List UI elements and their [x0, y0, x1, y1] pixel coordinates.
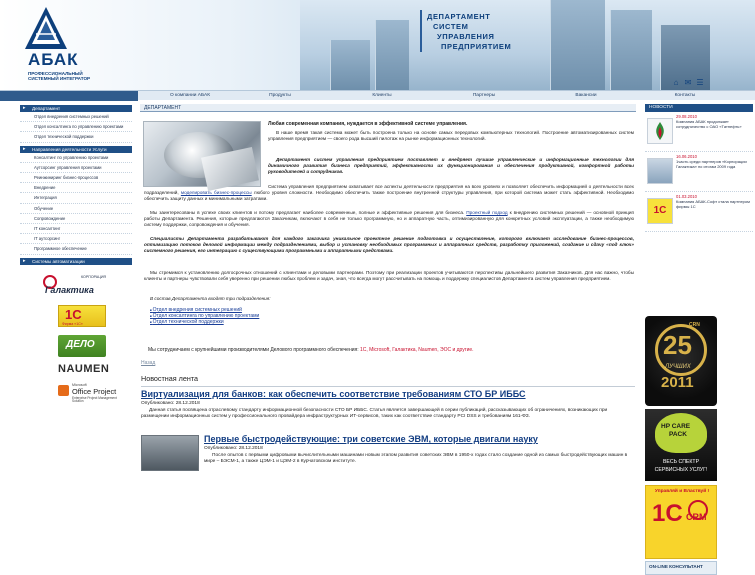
crn-top25-banner[interactable]	[645, 316, 717, 406]
nav-item-contacts[interactable]: Контакты	[674, 93, 696, 98]
modeling-link[interactable]: моделировать бизнес-процессы	[180, 190, 252, 195]
mail-icon[interactable]: ✉	[684, 78, 692, 87]
nav-item-products[interactable]: Продукты	[269, 93, 291, 98]
crn-number: 25	[663, 330, 692, 360]
naumen-label: NAUMEN	[58, 362, 110, 375]
department-subdivisions	[150, 307, 259, 325]
site-header	[0, 0, 755, 90]
galaktika-logo[interactable]	[43, 275, 113, 297]
news-text[interactable]: 1часть среди партнеров «Корпорации Галактика» по итогам 2009 года	[676, 159, 747, 169]
sidebar-item[interactable]: IT консалтинг	[20, 224, 132, 234]
sidebar-item[interactable]: Реинжиниринг бизнес-процессов	[20, 173, 132, 183]
news-feed-title: Новостная лента	[141, 374, 199, 383]
chevron-right-icon: ▸	[23, 145, 26, 152]
sidebar-item[interactable]: Обучение	[20, 204, 132, 214]
paragraph-8: В состав Департамента входят три подразделения:	[150, 296, 271, 301]
tatneft-logo	[647, 118, 673, 144]
intro-heading: Любая современная компания, нуждается в эффективной системе управления.	[268, 121, 468, 127]
logo-name: АБАК	[28, 50, 79, 69]
feed-item-title[interactable]: Виртуализация для банков: как обеспечить соответствие требованиям СТО БР ИББС	[141, 389, 526, 399]
news-item[interactable]	[645, 112, 753, 152]
sidebar-item[interactable]: Отдел консалтинга по управлению проектами	[20, 122, 132, 132]
news-item[interactable]	[645, 192, 753, 232]
main-nav	[0, 90, 755, 100]
nav-item-vacancies[interactable]: Вакансии	[575, 93, 597, 98]
delo-label: ДЕЛО	[66, 338, 95, 350]
feed-item-date: Опубликовано: 28.12.2018	[141, 401, 200, 406]
news-text[interactable]: Компания АБАК продолжает сотрудничество с ОАО «Татнефть»	[676, 119, 742, 129]
sidebar-item[interactable]: Внедрение	[20, 183, 132, 193]
main-content	[140, 104, 636, 464]
paragraph-4-text: Система управления предприятием охватывает все аспекты деятельности предприятия на всех уровнях и позволяет обеспечить информацией о деятельности всех подразделений,	[144, 184, 634, 195]
chevron-right-icon: ▸	[23, 257, 26, 264]
dept-accent-line	[420, 10, 422, 52]
feed-item-image[interactable]	[141, 435, 199, 471]
sitemap-icon[interactable]: ☰	[696, 78, 704, 87]
partners-line	[148, 347, 474, 353]
sidebar-item[interactable]: Программное обеспечение	[20, 244, 132, 254]
project-approach-link[interactable]: Проектный подход	[466, 210, 508, 215]
paragraph-7: Мы стремимся к установлению долгосрочных отношений с клиентами и деловыми партнерами. Поэтому при реализации проектов учитываются перспективы дальнейшего развития Заказчиков. Для нас важно, чтобы клиенты и партнеры чувствовали себя уверенно при решении любых проблем и задач, зная, что всегда могут рассчитывать на помощь и поддержку специалистов Департамента систем управления предприятием.	[144, 270, 634, 281]
crm-slogan: Управляй и Властвуй !	[654, 489, 710, 494]
online-consultant[interactable]: ON-LINE КОНСУЛЬТАНТ	[645, 561, 717, 575]
crn-label: CRN	[689, 322, 700, 328]
section-title: Направления деятельности Услуги	[32, 146, 107, 152]
dept-title-line1: ДЕПАРТАМЕНТ	[427, 12, 491, 21]
dept-title-line2: СИСТЕМ	[433, 22, 469, 31]
nav-left-block	[0, 91, 138, 101]
onec-crm-banner[interactable]	[645, 485, 717, 559]
news-date: 29.08.2010	[676, 114, 697, 119]
back-link[interactable]: Назад	[141, 360, 156, 366]
naumen-logo[interactable]	[58, 363, 108, 377]
paragraph-5-tail: к внедрению системных решений — основной принцип работы Департамента. Решения, которые предлагаются Заказчикам, включают в себя не только программную, но и аппаратную часть, оптимизированную для конкретных условий эксплуатации, а также необходимую систему поддержки, сопровождения и обучения.	[144, 210, 634, 227]
paragraph-2: В наше время такая система может быть построена только на основе самых передовых компьютерных технологий. Построение автоматизированных систем управления предприятием — своего рода высший пилотаж на рынке информационных технологий.	[268, 130, 634, 141]
onec-logo[interactable]	[58, 305, 106, 327]
ms-office-project-logo[interactable]	[58, 383, 118, 413]
sidebar-item[interactable]: Отдел внедрения системных решений	[20, 112, 132, 122]
news-date: 01.03.2010	[676, 194, 697, 199]
section-title: Системы автоматизации	[32, 258, 85, 264]
hp-care-label: HP CARE	[661, 423, 691, 430]
divider	[141, 386, 635, 387]
abak-logo[interactable]	[14, 6, 94, 82]
sidebar-item[interactable]: Интеграция	[20, 193, 132, 203]
hp-services-label: СЕРВИСНЫХ УСЛУГ!	[654, 467, 708, 473]
galaktika-label: Галактика	[45, 284, 94, 295]
news-header: НОВОСТИ	[645, 104, 753, 112]
nav-item-about[interactable]: О компании АБАК	[169, 93, 211, 98]
sidebar-item[interactable]: IT аутсорсинг	[20, 234, 132, 244]
sidebar-item[interactable]: Сопровождение	[20, 214, 132, 224]
paragraph-3: Департамент систем управления предприятием поставляет и внедряет лучшие управленческие и информационные технологии для динамичного развития бизнеса предприятий, эффективности их функционирования и обеспечения продуктивной, комфортной работы руководителей и сотрудников.	[268, 157, 634, 174]
department-title	[427, 12, 547, 52]
award-thumbnail	[647, 158, 673, 184]
feed-item-date: Опубликовано: 28.12.2018	[204, 446, 263, 451]
paragraph-6: Специалисты Департамента разрабатывают для каждого заказчика уникальное проектное решение подготовка и осуществление, которого включает исследование бизнес-процессов, оптимизацию потоков деловой информации между подразделениями, выбор и установку необходимых программных и аппаратных средств, разработку приложений, создание и сдачу «под ключ» системного решения, его интеграцию с существующими программными и аппаратными средствами.	[144, 236, 634, 253]
crm-brand: 1С	[652, 500, 683, 527]
home-icon[interactable]: ⌂	[673, 78, 679, 87]
paragraph-4	[144, 184, 634, 202]
sidebar-section-automation[interactable]	[20, 258, 132, 265]
onec-thumbnail	[647, 198, 673, 224]
crn-year: 2011	[661, 374, 694, 391]
galaktika-corp-label: КОРПОРАЦИЯ	[81, 274, 107, 279]
sidebar-item[interactable]: Аутсорсинг управления проектами	[20, 163, 132, 173]
hp-pack-label: PACK	[669, 431, 687, 438]
paragraph-5-text: Мы заинтересованы в успехе своих клиентов и потому предлагает наиболее современные, полные и эффективные решения для бизнеса.	[150, 210, 465, 215]
subdivision-link-support[interactable]: ■ Отдел технической поддержки	[150, 319, 259, 325]
feed-item-body: Данная статья посвящена отраслевому стандарту информационной безопасности СТО БР ИББС. Статья является завершающей в серии публикаций, рассказывающих об ограничениях, возникающих при размещении информационных систем у профессионального провайдера инфраструктурных ИТ-сервисов, таких как соответствие стандарту PCI DSS и требованиям 161-ФЗ.	[141, 408, 608, 419]
abak-logo-mark	[24, 6, 68, 50]
left-sidebar	[20, 104, 132, 415]
section-title: Департамент	[32, 106, 61, 111]
sidebar-item[interactable]: Отдел технической поддержки	[20, 132, 132, 142]
sidebar-section-department[interactable]	[20, 105, 132, 112]
crn-best-label: ЛУЧШИХ	[665, 364, 691, 370]
ms-brand-label: Microsoft	[72, 382, 87, 387]
sidebar-item[interactable]: Консалтинг по управлению проектами	[20, 153, 132, 163]
feed-item-body: После опытов с первыми цифровыми вычислительными машинами новым этапом развития советских ЭВМ в 1950-х годах стало создание одной из самых быстродействующих машин в мире – БЭСМ-1, а также ЦЭМ-1 и ЦЭМ-2 в Курчатовском институте.	[204, 453, 628, 464]
right-sidebar	[645, 104, 753, 569]
content-header: ДЕПАРТАМЕНТ	[140, 104, 636, 112]
onec-label: 1С	[65, 306, 82, 322]
chevron-right-icon: ▸	[23, 105, 26, 111]
logo-subtitle	[28, 71, 118, 81]
logo-sub-line1: ПРОФЕССИОНАЛЬНЫЙ	[28, 71, 83, 76]
feed-item-title[interactable]: Первые быстродействующие: три советские ЭВМ, которые двигали науку	[204, 434, 538, 444]
automation-logos	[20, 265, 132, 415]
nav-item-partners[interactable]: Партнеры	[472, 93, 496, 98]
logo-sub-line2: СИСТЕМНЫЙ ИНТЕГРАТОР	[28, 76, 91, 82]
partners-lead: Мы сотрудничаем с крупнейшими производителями Делового программного обеспечения:	[148, 347, 359, 353]
dept-title-line3: УПРАВЛЕНИЯ	[437, 32, 495, 41]
department-photo	[143, 121, 261, 187]
partners-list[interactable]: 1С, Microsoft, Галактика, Naumen, ЭОС и другие.	[359, 347, 474, 353]
news-text[interactable]: Компания АБАК-Софт стала партнером фирмы 1С	[676, 199, 750, 209]
dept-title-line4: ПРЕДПРИЯТИЕМ	[441, 42, 512, 51]
crm-label: CRM	[686, 512, 707, 522]
news-date: 16.06.2010	[676, 154, 697, 159]
ms-product-label: Office Project	[72, 386, 117, 396]
onec-thumb-label: 1С	[653, 205, 667, 216]
ms-sub-label: Enterprise Project Management Solution	[72, 395, 117, 404]
paragraph-5	[144, 210, 634, 228]
hp-care-pack-banner[interactable]	[645, 409, 717, 481]
nav-item-clients[interactable]: Клиенты	[372, 93, 392, 98]
hp-spectrum-label: ВЕСЬ СПЕКТР	[662, 459, 700, 465]
onec-sub-label: Фирма «1С»	[62, 321, 83, 326]
subdivision-link-implementation[interactable]: ■ Отдел внедрения системных решений	[150, 307, 259, 313]
news-item[interactable]	[645, 152, 753, 192]
sidebar-section-services[interactable]	[20, 146, 132, 153]
subdivision-link-consulting[interactable]: ■ Отдел консалтинга по управлению проектами	[150, 313, 259, 319]
delo-logo[interactable]	[58, 335, 106, 357]
paragraph-4-tail: любого уровня сложности. Необходимо обеспечить также построение внутренней структуры управления, при которой система может стать эффективной. Необходимо обеспечить защиту данных и минимальными затратами.	[144, 190, 635, 201]
header-icons	[672, 79, 704, 87]
